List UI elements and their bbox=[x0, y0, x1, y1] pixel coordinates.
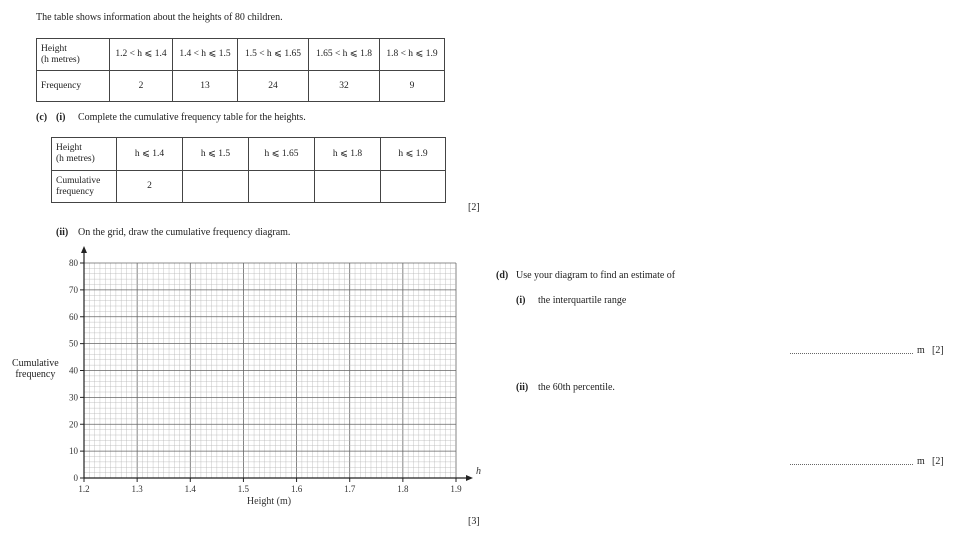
y-axis-label-line1: Cumulative bbox=[12, 358, 59, 369]
y-tick-label: 60 bbox=[69, 311, 78, 322]
table1-col-1: 1.4 < h ⩽ 1.5 bbox=[173, 39, 238, 71]
table2-cf-0[interactable]: 2 bbox=[117, 171, 183, 203]
part-c-ii-text: On the grid, draw the cumulative frequency diagram. bbox=[78, 227, 291, 238]
unit-d-i: m bbox=[917, 345, 925, 356]
answer-line-iqr[interactable] bbox=[790, 353, 913, 354]
table1-col-4: 1.8 < h ⩽ 1.9 bbox=[380, 39, 445, 71]
table1-col-0: 1.2 < h ⩽ 1.4 bbox=[110, 39, 173, 71]
table1-col-2: 1.5 < h ⩽ 1.65 bbox=[238, 39, 309, 71]
table1-freq-1: 13 bbox=[173, 71, 238, 102]
part-d-label: (d) bbox=[496, 270, 509, 281]
table2-cf-line2: frequency bbox=[56, 186, 94, 197]
table2-header-label bbox=[52, 138, 117, 171]
marks-d-i: [2] bbox=[932, 345, 944, 356]
table1-header-line2: (h metres) bbox=[41, 54, 80, 65]
axes bbox=[80, 246, 473, 482]
y-tick-label: 50 bbox=[69, 338, 78, 349]
table2-cf-line1: Cumulative bbox=[56, 175, 101, 186]
marks-c-i: [2] bbox=[468, 202, 480, 213]
y-tick-label: 80 bbox=[69, 258, 78, 268]
part-c-ii-label: (ii) bbox=[56, 227, 69, 238]
y-tick-label: 40 bbox=[69, 365, 78, 376]
y-tick-label: 30 bbox=[69, 392, 78, 403]
marks-d-ii: [2] bbox=[932, 456, 944, 467]
table2-cf-4[interactable] bbox=[381, 171, 446, 203]
table2-col-4: h ⩽ 1.9 bbox=[381, 138, 446, 171]
answer-line-percentile[interactable] bbox=[790, 464, 913, 465]
x-tick-label: 1.3 bbox=[131, 484, 143, 494]
marks-c-ii: [3] bbox=[468, 516, 480, 527]
x-tick-label: 1.8 bbox=[397, 484, 409, 494]
part-d-text: Use your diagram to find an estimate of bbox=[516, 270, 676, 281]
part-c-i-text: Complete the cumulative frequency table for the heights. bbox=[78, 112, 306, 123]
part-d-i-text: the interquartile range bbox=[538, 295, 627, 306]
cumulative-frequency-table bbox=[51, 137, 446, 203]
table2-cf-2[interactable] bbox=[249, 171, 315, 203]
table1-header-line1: Height bbox=[41, 43, 67, 54]
y-tick-label: 10 bbox=[69, 446, 78, 457]
cumulative-frequency-grid[interactable] bbox=[0, 240, 500, 530]
y-axis-arrow-icon bbox=[81, 246, 87, 253]
x-tick-label: 1.4 bbox=[184, 484, 196, 494]
part-d-i-label: (i) bbox=[516, 295, 526, 306]
y-tick-label: 20 bbox=[69, 419, 78, 430]
x-tick-label: 1.5 bbox=[237, 484, 250, 494]
part-c-i-label: (i) bbox=[56, 112, 66, 123]
table1-freq-label: Frequency bbox=[37, 71, 110, 102]
table2-col-2: h ⩽ 1.65 bbox=[249, 138, 315, 171]
intro-text: The table shows information about the heights of 80 children. bbox=[36, 12, 283, 23]
y-tick-label: 0 bbox=[73, 473, 78, 483]
table2-header-line2: (h metres) bbox=[56, 154, 95, 164]
table2-col-0: h ⩽ 1.4 bbox=[117, 138, 183, 171]
frequency-table bbox=[36, 38, 445, 102]
table2-cf-1[interactable] bbox=[183, 171, 249, 203]
table1-col-3: 1.65 < h ⩽ 1.8 bbox=[309, 39, 380, 71]
table2-cf-3[interactable] bbox=[315, 171, 381, 203]
part-d-ii-text: the 60th percentile. bbox=[538, 382, 615, 393]
part-d-ii-label: (ii) bbox=[516, 382, 529, 393]
table2-header-line1: Height bbox=[56, 143, 82, 153]
y-tick-label: 70 bbox=[69, 284, 78, 295]
table2-cf-label bbox=[52, 171, 117, 203]
unit-d-ii: m bbox=[917, 456, 925, 467]
table2-col-1: h ⩽ 1.5 bbox=[183, 138, 249, 171]
x-tick-label: 1.2 bbox=[78, 484, 90, 494]
x-axis-variable: h bbox=[476, 466, 481, 477]
table1-freq-3: 32 bbox=[309, 71, 380, 102]
table2-col-3: h ⩽ 1.8 bbox=[315, 138, 381, 171]
table1-header-label bbox=[37, 39, 110, 71]
table1-freq-4: 9 bbox=[380, 71, 445, 102]
part-c-label: (c) bbox=[36, 112, 48, 123]
x-tick-label: 1.6 bbox=[290, 484, 303, 494]
x-axis-label: Height (m) bbox=[246, 496, 292, 507]
y-axis-label-line2: frequency bbox=[15, 369, 56, 380]
table1-freq-0: 2 bbox=[110, 71, 173, 102]
x-tick-label: 1.9 bbox=[450, 484, 462, 494]
grid-lines bbox=[84, 263, 456, 478]
x-tick-label: 1.7 bbox=[344, 484, 356, 494]
x-axis-arrow-icon bbox=[466, 475, 473, 481]
table1-freq-2: 24 bbox=[238, 71, 309, 102]
